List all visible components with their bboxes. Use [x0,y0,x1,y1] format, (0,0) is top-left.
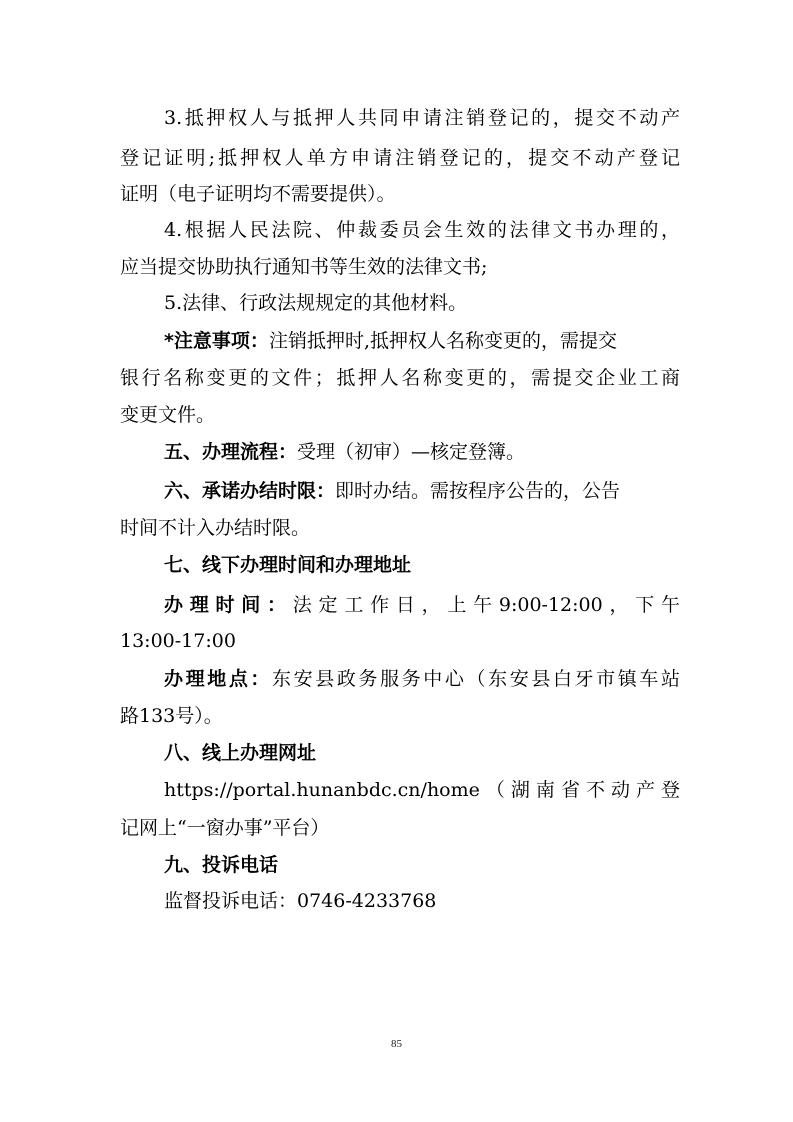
section-6-line-2: 时间不计入办结时限。 [120,517,311,539]
note-line-2: 银行名称变更的文件；抵押人名称变更的，需提交企业工商 [120,367,680,389]
complaint-phone: 监督投诉电话：0746-4233768 [164,890,437,912]
note-text: 注销抵押时,抵押权人名称变更的，需提交 [268,330,617,352]
office-time-label: 办理时间： [164,594,293,616]
note-label: *注意事项： [164,330,269,352]
office-place-line-2: 路133号）。 [120,705,223,727]
section-5-text: 受理（初审）—核定登簿。 [297,441,526,463]
office-place-text: 东安县政务服务中心（东安县白牙市镇车站 [272,668,680,690]
note-line-3: 变更文件。 [120,404,216,426]
office-time-text: 法定工作日，上午9:00-12:00，下午 [292,594,680,616]
item-4-line-2: 应当提交协助执行通知书等生效的法律文书; [120,256,488,278]
online-url-line-1[interactable]: https://portal.hunanbdc.cn/home（湖南省不动产登 [164,779,680,801]
section-7-heading: 七、线下办理时间和办理地址 [164,554,412,576]
note-line-1 [164,323,680,359]
item-3-line-2: 登记证明;抵押权人单方申请注销登记的，提交不动产登记 [120,147,680,169]
item-5-line-1: 5.法律、行政法规规定的其他材料。 [164,292,468,314]
item-4-line-1: 4.根据人民法院、仲裁委员会生效的法律文书办理的， [164,219,680,241]
office-place-label: 办理地点： [164,668,273,690]
section-6-text: 即时办结。需按程序公告的，公告 [335,480,621,502]
section-6-line-1 [164,473,680,509]
online-url-line-2: 记网上“一窗办事”平台） [120,817,330,839]
office-time-line-2: 13:00-17:00 [120,630,236,652]
section-8-heading: 八、线上办理网址 [164,742,317,764]
section-9-heading: 九、投诉电话 [164,854,279,876]
item-3-line-3: 证明（电子证明均不需要提供）。 [120,183,396,205]
item-3-line-1: 3.抵押权人与抵押人共同申请注销登记的，提交不动产 [164,107,680,129]
page-number: 85 [391,1038,402,1050]
section-6-label: 六、承诺办结时限： [164,480,336,502]
office-place-line-1 [164,661,680,697]
office-time-line-1 [164,587,680,623]
section-5-line [164,434,680,470]
section-5-label: 五、办理流程： [164,441,298,463]
